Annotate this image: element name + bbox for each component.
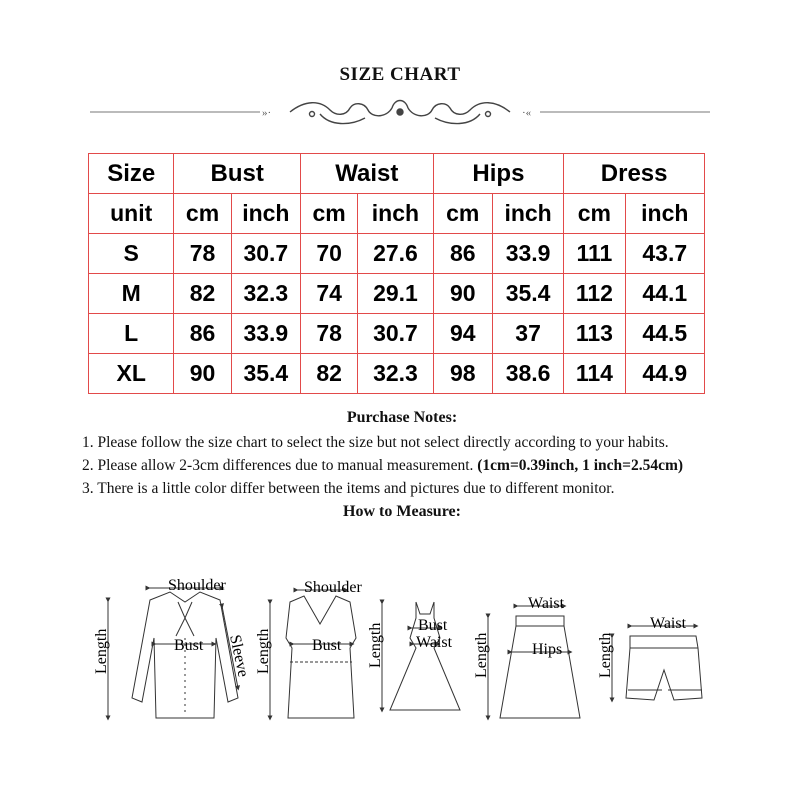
table-cell: 112 — [564, 274, 625, 314]
table-cell: 44.5 — [625, 314, 704, 354]
note-2-text: 2. Please allow 2-3cm differences due to manual measurement. — [82, 457, 478, 474]
label-length-3: Length — [367, 622, 384, 668]
ornamental-divider — [90, 92, 710, 132]
table-cell: 35.4 — [231, 354, 300, 394]
label-waist-5: Waist — [650, 615, 687, 632]
label-length-5: Length — [597, 632, 614, 678]
label-shoulder: Shoulder — [168, 578, 226, 594]
label-bust: Bust — [174, 637, 204, 654]
shorts-diagram — [612, 626, 702, 700]
table-cell: 114 — [564, 354, 625, 394]
size-label: L — [89, 314, 174, 354]
table-row — [89, 314, 705, 354]
note-1: 1. Please follow the size chart to select the size but not select directly according to your habits. — [82, 434, 669, 451]
table-row — [89, 234, 705, 274]
table-cell: 33.9 — [231, 314, 300, 354]
size-label: S — [89, 234, 174, 274]
table-cell: 111 — [564, 234, 625, 274]
size-table — [88, 153, 705, 394]
unit-cell: inch — [358, 194, 433, 234]
unit-cell: inch — [492, 194, 563, 234]
unit-cell: cm — [433, 194, 492, 234]
label-bust-3: Bust — [418, 617, 448, 634]
table-cell: 35.4 — [492, 274, 563, 314]
table-row — [89, 274, 705, 314]
table-cell: 78 — [301, 314, 358, 354]
table-header-row — [89, 154, 705, 194]
note-2-conversion: (1cm=0.39inch, 1 inch=2.54cm) — [477, 457, 684, 474]
table-cell: 90 — [174, 354, 231, 394]
blouse-diagram — [108, 588, 238, 718]
unit-cell: inch — [625, 194, 704, 234]
unit-cell: cm — [301, 194, 358, 234]
table-cell: 70 — [301, 234, 358, 274]
table-cell: 32.3 — [231, 274, 300, 314]
header-waist: Waist — [301, 154, 434, 194]
purchase-notes — [82, 406, 722, 523]
size-label: M — [89, 274, 174, 314]
label-shoulder-2: Shoulder — [304, 579, 362, 596]
table-cell: 30.7 — [358, 314, 433, 354]
table-cell: 82 — [301, 354, 358, 394]
label-waist-4: Waist — [528, 595, 565, 612]
size-label: XL — [89, 354, 174, 394]
table-cell: 29.1 — [358, 274, 433, 314]
header-size: Size — [89, 154, 174, 194]
measurement-diagrams — [90, 578, 730, 748]
table-cell: 90 — [433, 274, 492, 314]
table-cell: 33.9 — [492, 234, 563, 274]
label-waist-3: Waist — [416, 634, 453, 651]
svg-text:·«: ·« — [522, 107, 532, 119]
label-sleeve: Sleeve — [226, 633, 252, 679]
table-cell: 82 — [174, 274, 231, 314]
size-chart-title: SIZE CHART — [339, 64, 461, 85]
unit-cell: cm — [564, 194, 625, 234]
header-dress: Dress — [564, 154, 705, 194]
table-cell: 113 — [564, 314, 625, 354]
table-cell: 43.7 — [625, 234, 704, 274]
how-to-measure-title: How to Measure: — [343, 503, 461, 520]
table-cell: 74 — [301, 274, 358, 314]
table-cell: 78 — [174, 234, 231, 274]
table-cell: 32.3 — [358, 354, 433, 394]
table-cell: 86 — [174, 314, 231, 354]
tank-top-diagram — [270, 590, 356, 718]
label-bust-2: Bust — [312, 637, 342, 654]
label-length-4: Length — [473, 632, 490, 678]
label-length: Length — [93, 628, 110, 674]
table-cell: 37 — [492, 314, 563, 354]
table-cell: 38.6 — [492, 354, 563, 394]
svg-text:»·: »· — [262, 107, 272, 119]
table-cell: 86 — [433, 234, 492, 274]
note-2 — [82, 454, 722, 477]
label-hips-4: Hips — [532, 641, 563, 658]
table-unit-row — [89, 194, 705, 234]
table-cell: 27.6 — [358, 234, 433, 274]
label-length-2: Length — [255, 628, 272, 674]
unit-cell: inch — [231, 194, 300, 234]
table-cell: 30.7 — [231, 234, 300, 274]
notes-title: Purchase Notes: — [346, 409, 458, 426]
table-cell: 44.1 — [625, 274, 704, 314]
unit-label: unit — [89, 194, 174, 234]
note-3: 3. There is a little color differ between the items and pictures due to different monitor. — [82, 480, 615, 497]
skirt-diagram — [488, 606, 580, 718]
table-cell: 44.9 — [625, 354, 704, 394]
table-row — [89, 354, 705, 394]
header-hips: Hips — [433, 154, 564, 194]
table-cell: 94 — [433, 314, 492, 354]
table-cell: 98 — [433, 354, 492, 394]
unit-cell: cm — [174, 194, 231, 234]
header-bust: Bust — [174, 154, 301, 194]
